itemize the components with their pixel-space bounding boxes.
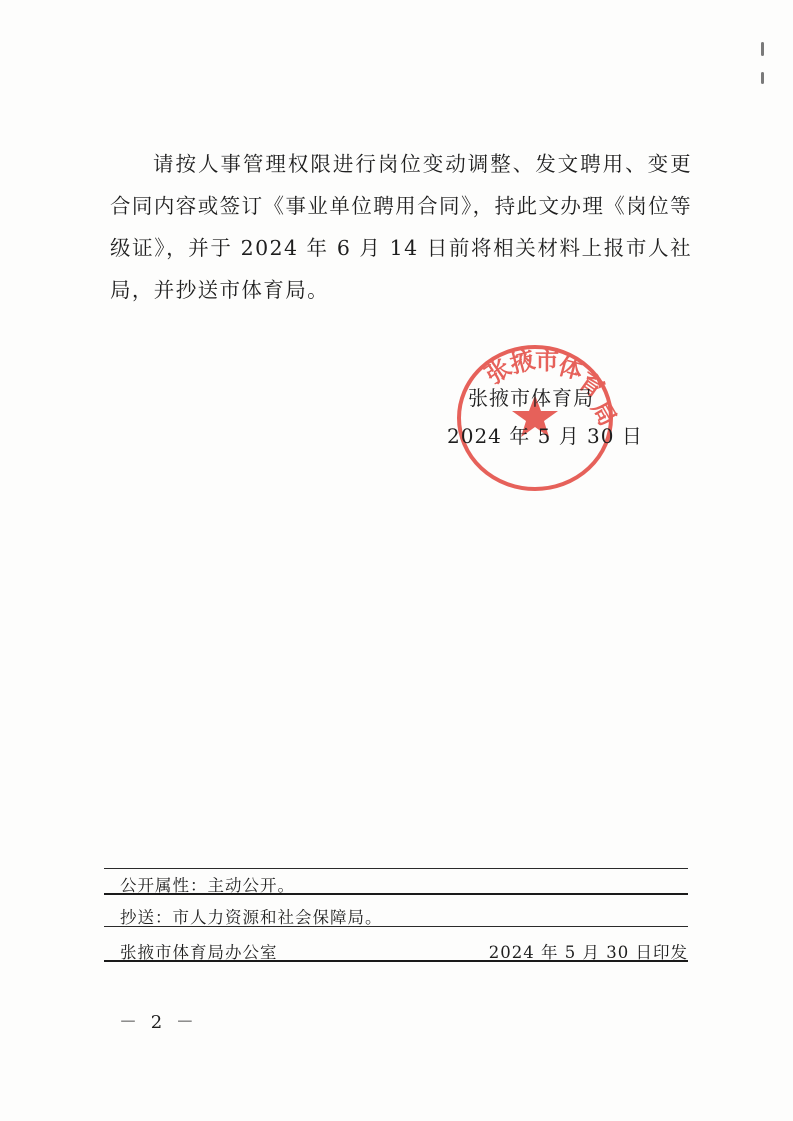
cc-recipients: 抄送：市人力资源和社会保障局。 [120,908,383,927]
svg-text:掖: 掖 [507,344,538,379]
issue-date: 2024 年 5 月 30 日印发 [488,943,688,962]
footer-divider [104,893,688,895]
disclosure-attribute: 公开属性：主动公开。 [120,876,295,895]
signature-date: 2024 年 5 月 30 日 [447,424,643,448]
svg-text:市: 市 [535,346,559,375]
svg-text:育: 育 [573,366,610,404]
footer-divider [104,868,688,869]
svg-text:局: 局 [585,395,623,431]
svg-text:体: 体 [555,350,587,386]
page-number: － 2 － [119,1012,198,1033]
footer-divider [104,960,688,962]
footer-divider [104,926,688,927]
svg-text:张: 张 [479,352,517,390]
scan-mark [761,42,764,56]
scan-mark [761,72,764,84]
signature-organization: 张掖市体育局 [468,386,594,410]
body-paragraph: 请按人事管理权限进行岗位变动调整、发文聘用、变更合同内容或签订《事业单位聘用合同》，持此文办理《岗位等级证》，并于 2024 年 6 月 14 日前将相关材料上报市人社局，并抄送市体育局。 [110,152,692,302]
official-seal-image [455,343,623,493]
issuer-office: 张掖市体育局办公室 [120,943,278,962]
